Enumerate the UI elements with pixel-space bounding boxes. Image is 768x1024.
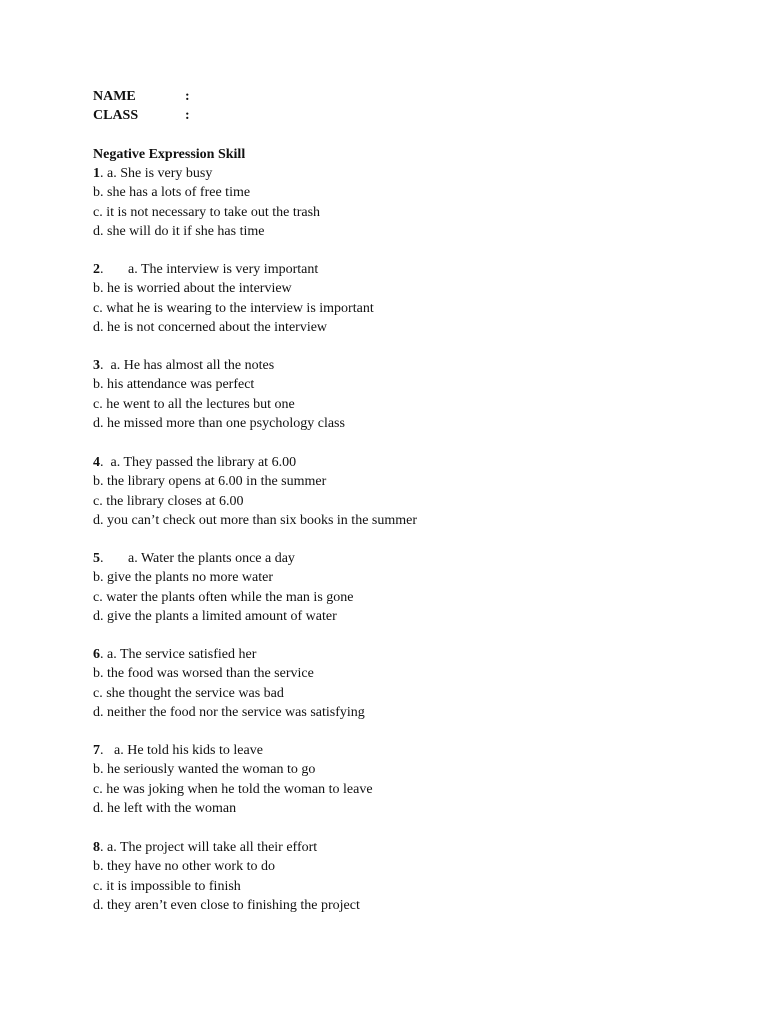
- question-number: 8: [93, 840, 100, 855]
- option-b: b. the library opens at 6.00 in the summer: [93, 474, 327, 490]
- question-1: [93, 164, 320, 242]
- option-c: c. he went to all the lectures but one: [93, 396, 295, 412]
- question-number: 2: [93, 262, 100, 277]
- option-b: b. the food was worsed than the service: [93, 666, 314, 682]
- option-c: c. it is impossible to finish: [93, 878, 241, 894]
- option-a: a. The interview is very important: [128, 262, 319, 277]
- option-b: b. they have no other work to do: [93, 859, 275, 875]
- class-separator: :: [185, 108, 190, 123]
- question-number-separator: .: [100, 840, 107, 855]
- option-d: d. give the plants a limited amount of water: [93, 609, 337, 625]
- option-d: d. he is not concerned about the interview: [93, 320, 328, 336]
- option-b: b. she has a lots of free time: [93, 185, 251, 201]
- class-row: [93, 106, 190, 125]
- option-a: a. The service satisfied her: [107, 647, 257, 662]
- option-c: c. it is not necessary to take out the trash: [93, 204, 321, 220]
- question-number: 4: [93, 455, 100, 470]
- option-b: b. give the plants no more water: [93, 570, 274, 586]
- option-a: a. He told his kids to leave: [114, 743, 263, 758]
- option-d: d. he left with the woman: [93, 801, 237, 817]
- option-d: d. neither the food nor the service was satisfying: [93, 705, 365, 721]
- option-b: b. he seriously wanted the woman to go: [93, 762, 316, 778]
- question-number: 5: [93, 551, 100, 566]
- name-label: NAME: [93, 89, 136, 104]
- name-separator: :: [185, 89, 190, 104]
- question-number: 1: [93, 166, 100, 181]
- question-3: [93, 356, 345, 434]
- question-number-separator: .: [100, 358, 111, 373]
- option-a: a. Water the plants once a day: [128, 551, 295, 566]
- option-c: c. she thought the service was bad: [93, 685, 284, 701]
- option-c: c. the library closes at 6.00: [93, 493, 244, 509]
- worksheet-title: Negative Expression Skill: [93, 147, 246, 162]
- option-d: d. he missed more than one psychology class: [93, 416, 345, 432]
- question-number-separator: .: [100, 455, 111, 470]
- question-number-separator: .: [100, 551, 128, 566]
- question-number-separator: .: [100, 647, 107, 662]
- option-a: a. She is very busy: [107, 166, 213, 181]
- option-c: c. what he is wearing to the interview is important: [93, 300, 374, 316]
- question-number: 6: [93, 647, 100, 662]
- question-2: [93, 260, 374, 338]
- option-c: c. water the plants often while the man is gone: [93, 589, 354, 605]
- question-7: [93, 741, 373, 819]
- option-d: d. you can’t check out more than six books in the summer: [93, 513, 418, 529]
- option-b: b. his attendance was perfect: [93, 377, 255, 393]
- question-4: [93, 453, 417, 531]
- option-b: b. he is worried about the interview: [93, 281, 292, 297]
- option-d: d. she will do it if she has time: [93, 224, 265, 240]
- option-a: a. He has almost all the notes: [110, 358, 275, 373]
- option-d: d. they aren’t even close to finishing the project: [93, 898, 360, 914]
- question-6: [93, 645, 365, 723]
- question-number-separator: .: [100, 166, 107, 181]
- option-a: a. They passed the library at 6.00: [110, 455, 297, 470]
- question-number-separator: .: [100, 262, 128, 277]
- question-5: [93, 549, 353, 627]
- class-label: CLASS: [93, 108, 139, 123]
- question-number: 3: [93, 358, 100, 373]
- question-number-separator: .: [100, 743, 114, 758]
- question-8: [93, 838, 360, 916]
- option-a: a. The project will take all their effort: [107, 840, 318, 855]
- question-number: 7: [93, 743, 100, 758]
- option-c: c. he was joking when he told the woman to leave: [93, 781, 373, 797]
- name-row: [93, 87, 190, 106]
